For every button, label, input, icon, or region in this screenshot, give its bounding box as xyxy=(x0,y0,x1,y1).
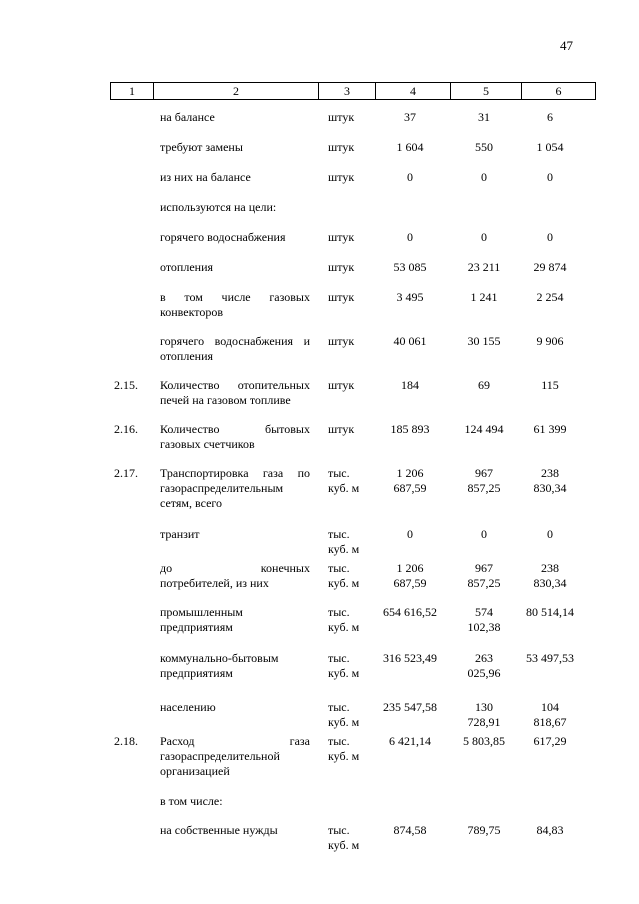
row-unit-line: тыс. xyxy=(328,527,350,541)
row-number: 2.15. xyxy=(114,378,138,392)
header-col-3: 3 xyxy=(344,84,350,98)
value-col-5-line: 30 155 xyxy=(467,334,501,348)
row-unit-line: куб. м xyxy=(328,715,360,729)
value-col-6 xyxy=(514,334,586,349)
value-col-4 xyxy=(375,230,445,245)
value-col-6-line: 818,67 xyxy=(533,715,567,729)
row-label-line: газовых счетчиков xyxy=(160,437,255,451)
value-col-5-line: 0 xyxy=(481,170,487,184)
row-label-line: в том числе: xyxy=(160,794,223,808)
row-label-line: конвекторов xyxy=(160,305,223,319)
row-label-line: из них на балансе xyxy=(160,170,251,184)
row-label xyxy=(160,140,310,155)
row-label xyxy=(160,230,310,245)
value-col-4 xyxy=(375,260,445,275)
value-col-6-line: 29 874 xyxy=(533,260,567,274)
value-col-5-line: 130 xyxy=(475,700,493,714)
value-col-4 xyxy=(375,700,445,715)
value-col-6-line: 238 xyxy=(541,466,559,480)
value-col-6 xyxy=(514,823,586,838)
value-col-6 xyxy=(514,527,586,542)
value-col-4-line: 1 206 xyxy=(396,561,424,575)
value-col-5 xyxy=(449,605,519,635)
value-col-4-line: 6 421,14 xyxy=(389,734,431,748)
row-label-line: горячего водоснабжения xyxy=(160,230,286,244)
value-col-5-line: 263 xyxy=(475,651,493,665)
value-col-5-line: 789,75 xyxy=(467,823,501,837)
value-col-4 xyxy=(375,651,445,666)
row-label xyxy=(160,700,310,715)
value-col-6-line: 830,34 xyxy=(533,576,567,590)
row-unit-line: куб. м xyxy=(328,481,360,495)
row-label-line: Количество бытовых xyxy=(160,422,310,436)
value-col-4 xyxy=(375,422,445,437)
row-label-line: предприятиям xyxy=(160,620,233,634)
value-col-5 xyxy=(449,823,519,838)
row-unit-line: тыс. xyxy=(328,734,350,748)
row-unit-line: штук xyxy=(328,230,355,244)
value-col-6-line: 104 xyxy=(541,700,559,714)
value-col-6 xyxy=(514,734,586,749)
value-col-5 xyxy=(449,230,519,245)
row-unit-line: куб. м xyxy=(328,542,360,556)
value-col-4-line: 0 xyxy=(407,527,413,541)
value-col-5 xyxy=(449,290,519,305)
row-number: 2.17. xyxy=(114,466,138,480)
row-unit xyxy=(328,230,372,245)
row-label-line: предприятиям xyxy=(160,666,233,680)
value-col-4-line: 0 xyxy=(407,170,413,184)
row-unit-line: штук xyxy=(328,140,355,154)
row-unit xyxy=(328,140,372,155)
value-col-6-line: 53 497,53 xyxy=(526,651,574,665)
value-col-5 xyxy=(449,378,519,393)
value-col-5 xyxy=(449,140,519,155)
value-col-4-line: 235 547,58 xyxy=(383,700,437,714)
value-col-4 xyxy=(375,290,445,305)
value-col-4 xyxy=(375,170,445,185)
row-unit xyxy=(328,110,372,125)
value-col-5 xyxy=(449,422,519,437)
value-col-5-line: 0 xyxy=(481,527,487,541)
row-unit xyxy=(328,422,372,437)
row-label xyxy=(160,200,310,215)
value-col-5-line: 967 xyxy=(475,561,493,575)
value-col-5-line: 102,38 xyxy=(467,620,501,634)
value-col-4-line: 687,59 xyxy=(393,481,427,495)
row-unit-line: штук xyxy=(328,110,355,124)
value-col-5-line: 31 xyxy=(478,110,490,124)
header-col-2: 2 xyxy=(233,84,239,98)
value-col-5-line: 025,96 xyxy=(467,666,501,680)
table-header xyxy=(110,82,596,100)
value-col-5 xyxy=(449,700,519,730)
value-col-4 xyxy=(375,734,445,749)
value-col-5 xyxy=(449,260,519,275)
row-label-line: организацией xyxy=(160,764,230,778)
value-col-5 xyxy=(449,734,519,749)
row-label xyxy=(160,422,310,452)
row-label xyxy=(160,378,310,408)
row-label xyxy=(160,561,310,591)
row-label xyxy=(160,466,310,511)
value-col-6-line: 61 399 xyxy=(533,422,567,436)
row-unit xyxy=(328,170,372,185)
row-unit xyxy=(328,260,372,275)
value-col-6-line: 0 xyxy=(547,230,553,244)
row-number: 2.16. xyxy=(114,422,138,436)
value-col-6 xyxy=(514,290,586,305)
row-label-line: промышленным xyxy=(160,605,243,619)
value-col-6 xyxy=(514,466,586,496)
row-label xyxy=(160,527,310,542)
row-unit-line: тыс. xyxy=(328,605,350,619)
value-col-6 xyxy=(514,422,586,437)
row-label xyxy=(160,794,310,809)
value-col-6 xyxy=(514,605,586,620)
value-col-6-line: 0 xyxy=(547,527,553,541)
value-col-6 xyxy=(514,700,586,730)
value-col-5-line: 124 494 xyxy=(464,422,504,436)
value-col-5-line: 5 803,85 xyxy=(463,734,505,748)
value-col-4-line: 3 495 xyxy=(396,290,424,304)
value-col-5-line: 1 241 xyxy=(470,290,498,304)
row-label-line: до конечных xyxy=(160,561,310,575)
row-label-line: Расход газа xyxy=(160,734,310,748)
row-unit-line: штук xyxy=(328,260,355,274)
value-col-4-line: 1 206 xyxy=(396,466,424,480)
row-label xyxy=(160,260,310,275)
value-col-6-line: 2 254 xyxy=(536,290,564,304)
value-col-5-line: 23 211 xyxy=(467,260,501,274)
row-label-line: газораспределительным xyxy=(160,481,284,495)
value-col-6 xyxy=(514,651,586,666)
row-label-line: коммунально-бытовым xyxy=(160,651,279,665)
value-col-6-line: 1 054 xyxy=(536,140,564,154)
header-col-4: 4 xyxy=(410,84,416,98)
value-col-5-line: 857,25 xyxy=(467,481,501,495)
row-unit-line: штук xyxy=(328,378,355,392)
row-unit xyxy=(328,605,372,635)
value-col-4-line: 185 893 xyxy=(390,422,430,436)
value-col-6-line: 9 906 xyxy=(536,334,564,348)
row-unit-line: куб. м xyxy=(328,838,360,852)
value-col-6 xyxy=(514,140,586,155)
value-col-6-line: 6 xyxy=(547,110,553,124)
row-unit xyxy=(328,651,372,681)
value-col-5-line: 0 xyxy=(481,230,487,244)
value-col-5-line: 857,25 xyxy=(467,576,501,590)
row-unit-line: штук xyxy=(328,170,355,184)
row-unit xyxy=(328,823,372,853)
header-col-1: 1 xyxy=(129,84,135,98)
row-number: 2.18. xyxy=(114,734,138,748)
value-col-5-line: 967 xyxy=(475,466,493,480)
row-label-line: потребителей, из них xyxy=(160,576,269,590)
value-col-5 xyxy=(449,334,519,349)
row-unit xyxy=(328,527,372,557)
value-col-6 xyxy=(514,378,586,393)
row-label xyxy=(160,651,310,681)
row-unit xyxy=(328,378,372,393)
row-label-line: используются на цели: xyxy=(160,200,277,214)
row-unit-line: тыс. xyxy=(328,466,350,480)
row-unit xyxy=(328,290,372,305)
value-col-5-line: 550 xyxy=(475,140,493,154)
value-col-5 xyxy=(449,170,519,185)
row-unit xyxy=(328,561,372,591)
row-label-line: отопления xyxy=(160,260,214,274)
value-col-4-line: 0 xyxy=(407,230,413,244)
row-unit-line: штук xyxy=(328,290,355,304)
row-unit-line: куб. м xyxy=(328,666,360,680)
row-label xyxy=(160,334,310,364)
value-col-6-line: 830,34 xyxy=(533,481,567,495)
header-col-5: 5 xyxy=(483,84,489,98)
value-col-6 xyxy=(514,561,586,591)
row-unit-line: штук xyxy=(328,422,355,436)
row-unit xyxy=(328,700,372,730)
value-col-5-line: 69 xyxy=(478,378,490,392)
value-col-5 xyxy=(449,466,519,496)
value-col-4-line: 37 xyxy=(404,110,416,124)
row-unit xyxy=(328,466,372,496)
row-unit xyxy=(328,334,372,349)
row-label-line: сетям, всего xyxy=(160,496,223,510)
row-unit-line: тыс. xyxy=(328,651,350,665)
value-col-5 xyxy=(449,561,519,591)
value-col-4 xyxy=(375,527,445,542)
row-label-line: населению xyxy=(160,700,216,714)
value-col-4-line: 316 523,49 xyxy=(383,651,437,665)
row-unit-line: тыс. xyxy=(328,823,350,837)
header-col-6: 6 xyxy=(555,84,562,98)
row-unit-line: тыс. xyxy=(328,700,350,714)
row-unit xyxy=(328,734,372,764)
value-col-5-line: 728,91 xyxy=(467,715,501,729)
value-col-6 xyxy=(514,230,586,245)
value-col-5 xyxy=(449,527,519,542)
value-col-6-line: 80 514,14 xyxy=(526,605,574,619)
value-col-4 xyxy=(375,110,445,125)
value-col-4 xyxy=(375,823,445,838)
value-col-4-line: 654 616,52 xyxy=(383,605,437,619)
row-label xyxy=(160,605,310,635)
row-label-line: Транспортировка газа по xyxy=(160,466,310,480)
page-number: 47 xyxy=(560,38,573,53)
row-unit-line: куб. м xyxy=(328,576,360,590)
row-label-line: на балансе xyxy=(160,110,215,124)
value-col-4 xyxy=(375,334,445,349)
value-col-4 xyxy=(375,378,445,393)
value-col-4 xyxy=(375,561,445,591)
row-label-line: печей на газовом топливе xyxy=(160,393,291,407)
value-col-5 xyxy=(449,110,519,125)
value-col-4 xyxy=(375,466,445,496)
row-label-line: отопления xyxy=(160,349,214,363)
row-unit-line: штук xyxy=(328,334,355,348)
row-unit-line: куб. м xyxy=(328,620,360,634)
value-col-6 xyxy=(514,170,586,185)
row-label xyxy=(160,170,310,185)
row-label xyxy=(160,290,310,320)
row-unit-line: тыс. xyxy=(328,561,350,575)
value-col-6-line: 115 xyxy=(541,378,559,392)
value-col-6 xyxy=(514,110,586,125)
value-col-4 xyxy=(375,140,445,155)
row-label xyxy=(160,823,310,838)
value-col-6 xyxy=(514,260,586,275)
row-label-line: газораспределительной xyxy=(160,749,280,763)
row-label xyxy=(160,734,310,779)
row-label-line: транзит xyxy=(160,527,200,541)
value-col-6-line: 617,29 xyxy=(533,734,567,748)
value-col-5-line: 574 xyxy=(475,605,493,619)
value-col-6-line: 238 xyxy=(541,561,559,575)
row-label-line: на собственные нужды xyxy=(160,823,278,837)
row-label-line: требуют замены xyxy=(160,140,243,154)
value-col-4-line: 40 061 xyxy=(393,334,427,348)
row-label-line: горячего водоснабжения и xyxy=(160,334,310,348)
row-unit-line: куб. м xyxy=(328,749,360,763)
row-label-line: Количество отопительных xyxy=(160,378,310,392)
row-label-line: в том числе газовых xyxy=(160,290,310,304)
value-col-4 xyxy=(375,605,445,620)
row-label xyxy=(160,110,310,125)
value-col-6-line: 0 xyxy=(547,170,553,184)
value-col-6-line: 84,83 xyxy=(536,823,564,837)
value-col-4-line: 874,58 xyxy=(393,823,427,837)
value-col-4-line: 184 xyxy=(401,378,419,392)
value-col-4-line: 687,59 xyxy=(393,576,427,590)
value-col-4-line: 1 604 xyxy=(396,140,424,154)
value-col-5 xyxy=(449,651,519,681)
value-col-4-line: 53 085 xyxy=(393,260,427,274)
